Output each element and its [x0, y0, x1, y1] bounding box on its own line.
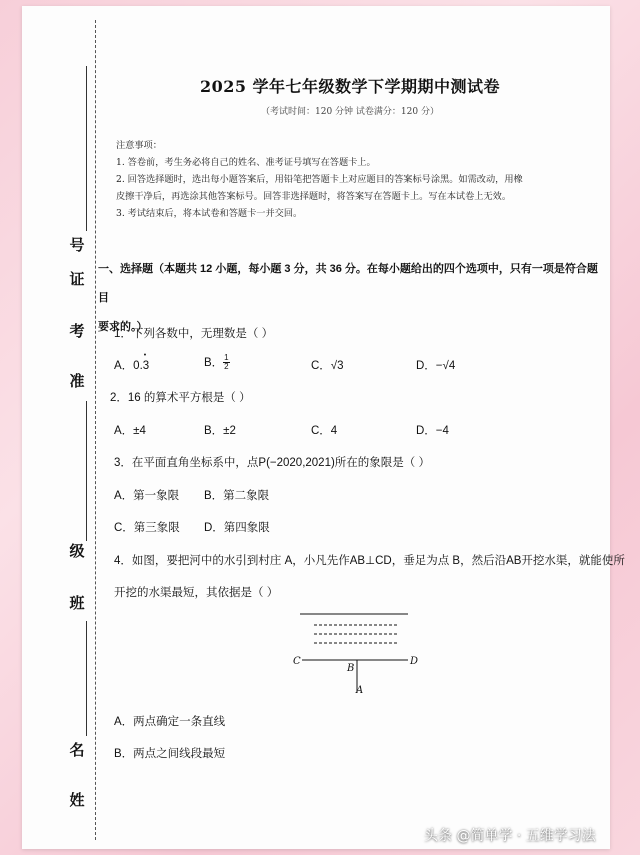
question-2-option-c: C．4 [311, 425, 338, 437]
repeating-digit: • 3 [143, 360, 149, 372]
side-fill-line-exam-no [86, 66, 87, 231]
question-1-option-a [114, 357, 149, 373]
question-2-stem: 2．16 的算术平方根是（ ） [110, 392, 251, 404]
question-1-stem: 1．下列各数中，无理数是（ ） [114, 328, 274, 340]
question-2-option-d: D．−4 [416, 425, 449, 437]
question-2-option-b: B．±2 [204, 425, 236, 437]
side-fill-line-exam-no-2 [86, 401, 87, 541]
section-heading-line-2: 要求的。） [98, 321, 148, 333]
fraction [223, 354, 229, 371]
label-c: C [293, 656, 301, 667]
question-3-option-c: C．第三象限 [114, 522, 180, 534]
question-1-option-c: C．√3 [311, 360, 344, 372]
binding-dashed-line [95, 20, 96, 840]
fraction-numerator: 1 [224, 353, 229, 363]
question-3-option-b: B．第二象限 [204, 490, 270, 502]
notes-line-1: 1. 答卷前，考生务必将自己的姓名、准考证号填写在答题卡上。 [116, 157, 376, 168]
notes-line-3: 3. 考试结束后，将本试卷和答题卡一并交回。 [116, 208, 303, 219]
question-4-stem-line-1: 4．如图，要把河中的水引到村庄 A，小凡先作AB⊥CD，垂足为点 B，然后沿AB开挖水渠，就能使所 [114, 555, 625, 567]
river-canal-figure [290, 605, 430, 700]
exam-subtitle: （考试时间：120 分钟 试卷满分：120 分） [261, 107, 439, 117]
side-label-zhun: 准 [69, 372, 85, 390]
fraction-denominator: 2 [224, 362, 229, 372]
notes-block [116, 137, 596, 222]
question-1-option-b [204, 354, 230, 371]
option-b-prefix: B． [204, 357, 224, 369]
question-3-option-a: A．第一象限 [114, 490, 180, 502]
question-1-option-d: D．−√4 [416, 360, 456, 372]
label-a: A [356, 685, 364, 696]
side-label-ban: 班 [69, 594, 85, 612]
question-4-option-b: B．两点之间线段最短 [114, 748, 226, 760]
watermark: 头条 @简单学 · 五维学习法 [424, 828, 596, 844]
notes-line-2a: 2. 回答选择题时，选出每小题答案后，用铅笔把答题卡上对应题目的答案标号涂黑。如需改动，用橡 [116, 174, 523, 185]
section-heading-line-1: 一、选择题（本题共 12 小题，每小题 3 分，共 36 分。在每小题给出的四个选项中，只有一项是符合题目 [98, 263, 598, 304]
label-b: B [347, 663, 355, 674]
notes-heading: 注意事项： [116, 140, 162, 151]
label-d: D [410, 656, 419, 667]
side-label-ming: 名 [69, 741, 85, 759]
side-label-zheng: 证 [69, 270, 85, 288]
question-4-stem-line-2: 开挖的水渠最短，其依据是（ ） [114, 587, 279, 599]
side-label-hao: 号 [69, 236, 85, 254]
side-label-ji: 级 [69, 542, 85, 560]
question-2-option-a: A．±4 [114, 425, 146, 437]
side-fill-line-class [86, 621, 87, 736]
exam-title: 2025 学年七年级数学下学期期中测试卷 [199, 77, 501, 96]
option-a-prefix: A．0. [114, 360, 143, 372]
side-label-xing: 姓 [69, 791, 85, 809]
question-3-stem: 3．在平面直角坐标系中，点P(−2020,2021)所在的象限是（ ） [114, 457, 430, 469]
question-4-option-a: A．两点确定一条直线 [114, 716, 226, 728]
question-3-option-d: D．第四象限 [204, 522, 270, 534]
notes-line-2b: 皮擦干净后，再选涂其他答案标号。回答非选择题时，将答案写在答题卡上。写在本试卷上无效。 [116, 191, 512, 202]
side-label-kao: 考 [69, 322, 85, 340]
